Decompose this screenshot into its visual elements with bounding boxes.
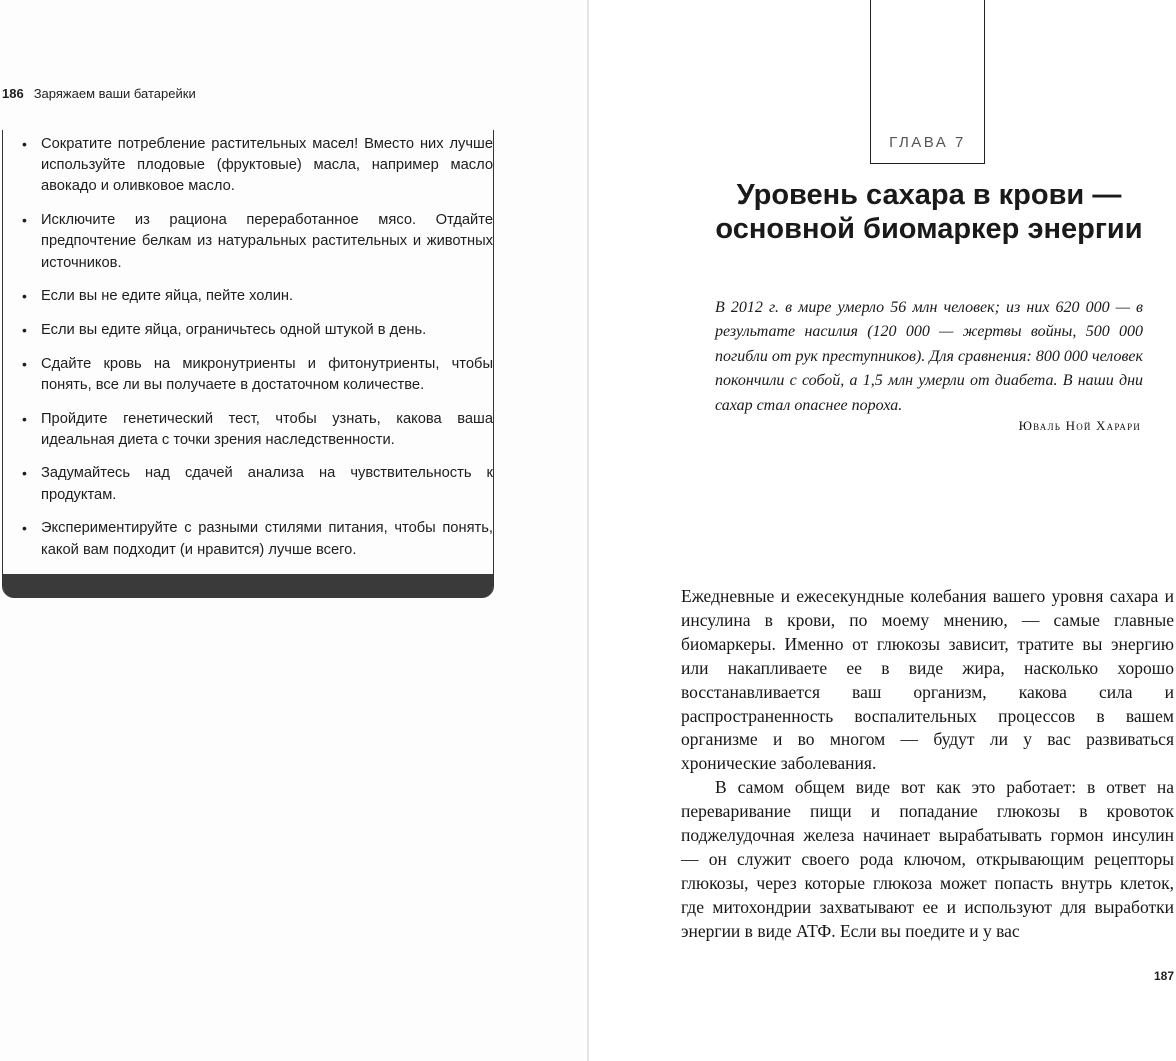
body-text bbox=[681, 585, 1174, 944]
bullet-icon: • bbox=[22, 212, 27, 229]
tip-text: Пройдите генетический тест, чтобы узнать, какова ваша идеальная диета с точки зрения наследственности. bbox=[41, 410, 493, 448]
list-item bbox=[3, 134, 493, 198]
tip-text: Сократите потребление растительных масел! Вместо них лучше используйте плодовые (фруктовые) масла, например масло авокадо и оливковое масло. bbox=[41, 136, 493, 195]
epigraph-author: Юваль Ной Харари bbox=[1018, 418, 1141, 433]
bullet-icon: • bbox=[22, 136, 27, 152]
list-item bbox=[3, 320, 493, 341]
list-item bbox=[3, 210, 493, 274]
paragraph: Ежедневные и ежесекундные колебания вашего уровня сахара и инсулина в крови, по моему мнению, — самые главные биомаркеры. Именно от глюкозы зависит, тратите вы энергию или накапливаете ее в виде жира, насколько хорошо восстанавливается ваш организм, какова сила и распространенность воспалительных процессов в вашем организме и во многом — будут ли у вас развиваться хронические заболевания. bbox=[681, 586, 1174, 774]
list-item bbox=[3, 354, 493, 396]
list-item bbox=[3, 286, 493, 307]
chapter-title: Уровень сахара в крови — основной биомаркер энергии bbox=[715, 179, 1143, 245]
tip-text: Если вы не едите яйца, пейте холин. bbox=[41, 288, 294, 305]
chapter-frame bbox=[870, 0, 985, 164]
running-header bbox=[2, 86, 196, 101]
bullet-icon: • bbox=[22, 465, 27, 482]
bullet-icon: • bbox=[22, 410, 27, 427]
paragraph: В самом общем виде вот как это работает: в ответ на переваривание пищи и попадание глюкозы в кровоток поджелудочная железа начинает вырабатывать гормон инсулин — он служит своего рода ключом, открывающим рецепторы глюкозы, через которые глюкоза может попасть внутрь клеток, где митохондрии захватывают ее и используют для выработки энергии в виде АТФ. Если вы поедите и у вас bbox=[681, 777, 1174, 941]
tip-text: Задумайтесь над сдачей анализа на чувствительность к продуктам. bbox=[41, 465, 493, 503]
tip-text: Если вы едите яйца, ограничьтесь одной штукой в день. bbox=[41, 321, 427, 338]
bullet-icon: • bbox=[22, 355, 27, 372]
running-header-title: Заряжаем ваши батарейки bbox=[33, 86, 196, 101]
page-number-left: 186 bbox=[2, 86, 24, 101]
bullet-icon: • bbox=[22, 520, 27, 537]
tip-text: Исключите из рациона переработанное мясо. Отдайте предпочтение белкам из натуральных растительных и животных источников. bbox=[41, 212, 493, 271]
list-item bbox=[3, 409, 493, 451]
tips-box-bottom-bar bbox=[3, 574, 493, 598]
bullet-icon: • bbox=[22, 321, 27, 338]
tips-box bbox=[2, 130, 494, 598]
right-page bbox=[589, 0, 1176, 1061]
epigraph: В 2012 г. в мире умерло 56 млн человек; из них 620 000 — в результате насилия (120 000 — жертвы войны, 500 000 погибли от рук преступников). Для сравнения: 800 000 человек покончили с собой, а 1,5 млн умерли от диабета. В наши дни сахар стал опаснее пороха. bbox=[715, 299, 1143, 414]
tip-text: Сдайте кровь на микронутриенты и фитонутриенты, чтобы понять, все ли вы получаете в достаточном количестве. bbox=[41, 355, 493, 393]
page-number-right: 187 bbox=[1153, 969, 1174, 983]
list-item bbox=[3, 518, 493, 560]
tip-text: Экспериментируйте с разными стилями питания, чтобы понять, какой вам подходит (и нравится) лучше всего. bbox=[41, 520, 493, 558]
chapter-label: ГЛАВА 7 bbox=[889, 134, 966, 151]
list-item bbox=[3, 463, 493, 505]
tips-list bbox=[3, 130, 493, 561]
bullet-icon: • bbox=[22, 288, 27, 305]
